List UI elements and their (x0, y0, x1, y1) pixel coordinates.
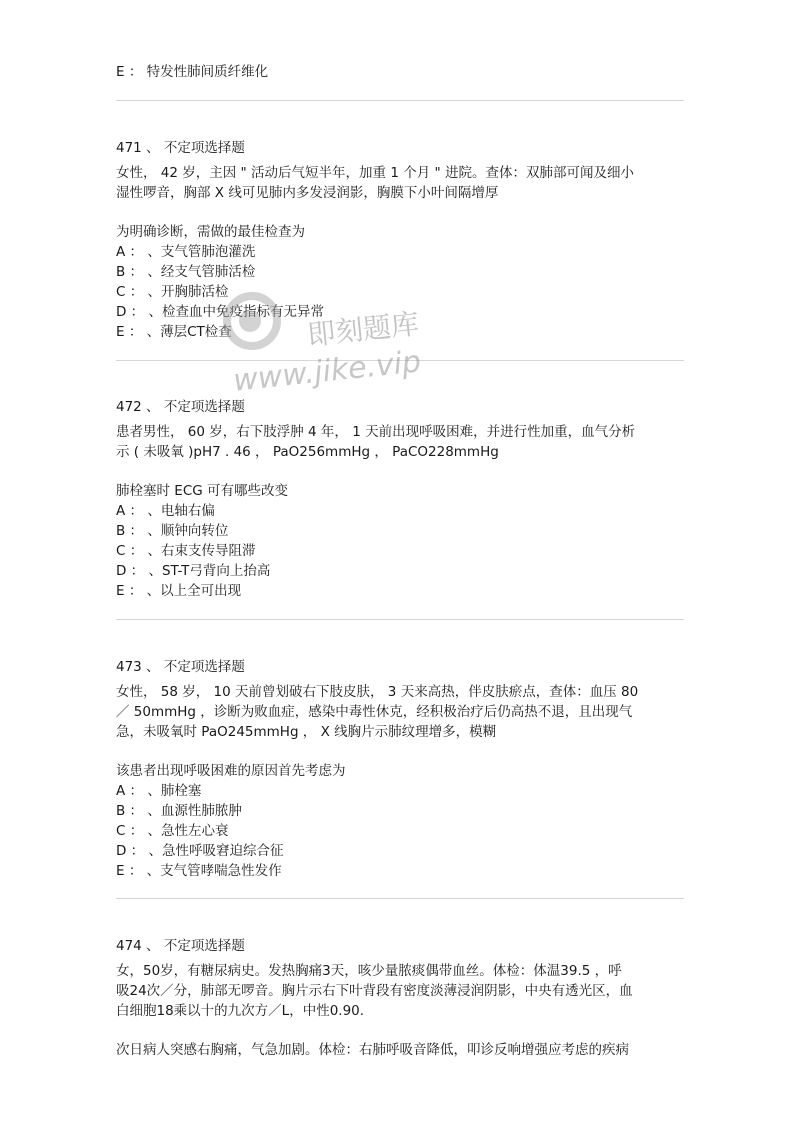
question-stem: 白细胞18乘以十的九次方／L，中性0.90. (116, 1003, 365, 1019)
divider (116, 100, 684, 101)
divider (116, 360, 684, 361)
question-prompt: 为明确诊断，需做的最佳检查为 (116, 224, 305, 240)
option-c: C ： 、急性左心衰 (116, 823, 229, 839)
option-d: D ： 、ST-T弓背向上抬高 (116, 563, 271, 579)
option-e: E ： 、薄层CT检查 (116, 324, 232, 340)
question-stem: 女性， 58 岁， 10 天前曾划破右下肢皮肤， 3 天来高热，伴皮肤瘀点，查体：血压 80 (116, 684, 639, 700)
question-stem: 女，50岁，有糖尿病史。发热胸痛3天，咳少量脓痰偶带血丝。体检：体温39.5 ，呼 (116, 963, 622, 979)
watermark (215, 278, 430, 418)
option-e: E ： 、支气管哮喘急性发作 (116, 863, 282, 879)
question-stem: 吸24次／分，肺部无啰音。胸片示右下叶背段有密度淡薄浸润阴影，中央有透光区，血 (116, 983, 633, 999)
question-stem: 女性， 42 岁，主因 " 活动后气短半年，加重 1 个月 " 进院。查体：双肺部可闻及细小 (116, 165, 635, 181)
question-prompt: 肺栓塞时 ECG 可有哪些改变 (116, 483, 288, 499)
divider (116, 898, 684, 899)
option-b: B ： 、经支气管肺活检 (116, 264, 256, 280)
question-prompt: 次日病人突感右胸痛，气急加剧。体检：右肺呼吸音降低，叩诊反响增强应考虑的疾病 (116, 1042, 629, 1058)
option-b: B ： 、血源性肺脓肿 (116, 803, 242, 819)
question-header: 472 、 不定项选择题 (116, 399, 245, 415)
question-stem: 湿性啰音，胸部 X 线可见肺内多发浸润影，胸膜下小叶间隔增厚 (116, 185, 499, 201)
question-stem: 示 ( 未吸氧 )pH7 . 46 ， PaO256mmHg ， PaCO228mmHg (116, 444, 499, 460)
option-a: A ： 、电轴右偏 (116, 503, 215, 519)
question-prompt: 该患者出现呼吸困难的原因首先考虑为 (116, 763, 346, 779)
option-a: A ： 、支气管肺泡灌洗 (116, 244, 256, 260)
question-stem: 急，未吸氧时 PaO245mmHg ， X 线胸片示肺纹理增多，模糊 (116, 724, 497, 740)
question-stem: ／ 50mmHg ，诊断为败血症，感染中毒性休克，经积极治疗后仍高热不退，且出现气 (116, 704, 633, 720)
question-header: 471 、 不定项选择题 (116, 140, 245, 156)
question-stem: 患者男性， 60 岁，右下肢浮肿 4 年， 1 天前出现呼吸困难，并进行性加重，血气分析 (116, 424, 636, 440)
question-header: 473 、 不定项选择题 (116, 659, 245, 675)
option-d: D ： 、检查血中免疫指标有无异常 (116, 304, 324, 320)
option-c: C ： 、右束支传导阻滞 (116, 543, 256, 559)
option-e: E ： 、以上全可出现 (116, 583, 242, 599)
option-d: D ： 、急性呼吸窘迫综合征 (116, 843, 284, 859)
question-header: 474 、 不定项选择题 (116, 938, 245, 954)
watermark-brand: 即刻题库 (305, 307, 421, 352)
option-a: A ： 、肺栓塞 (116, 783, 202, 799)
divider (116, 619, 684, 620)
option-b: B ： 、顺钟向转位 (116, 523, 229, 539)
prev-option-e: E ： 特发性肺间质纤维化 (116, 64, 269, 80)
watermark-url: www.jike.vip (231, 344, 423, 399)
option-c: C ： 、开胸肺活检 (116, 284, 229, 300)
